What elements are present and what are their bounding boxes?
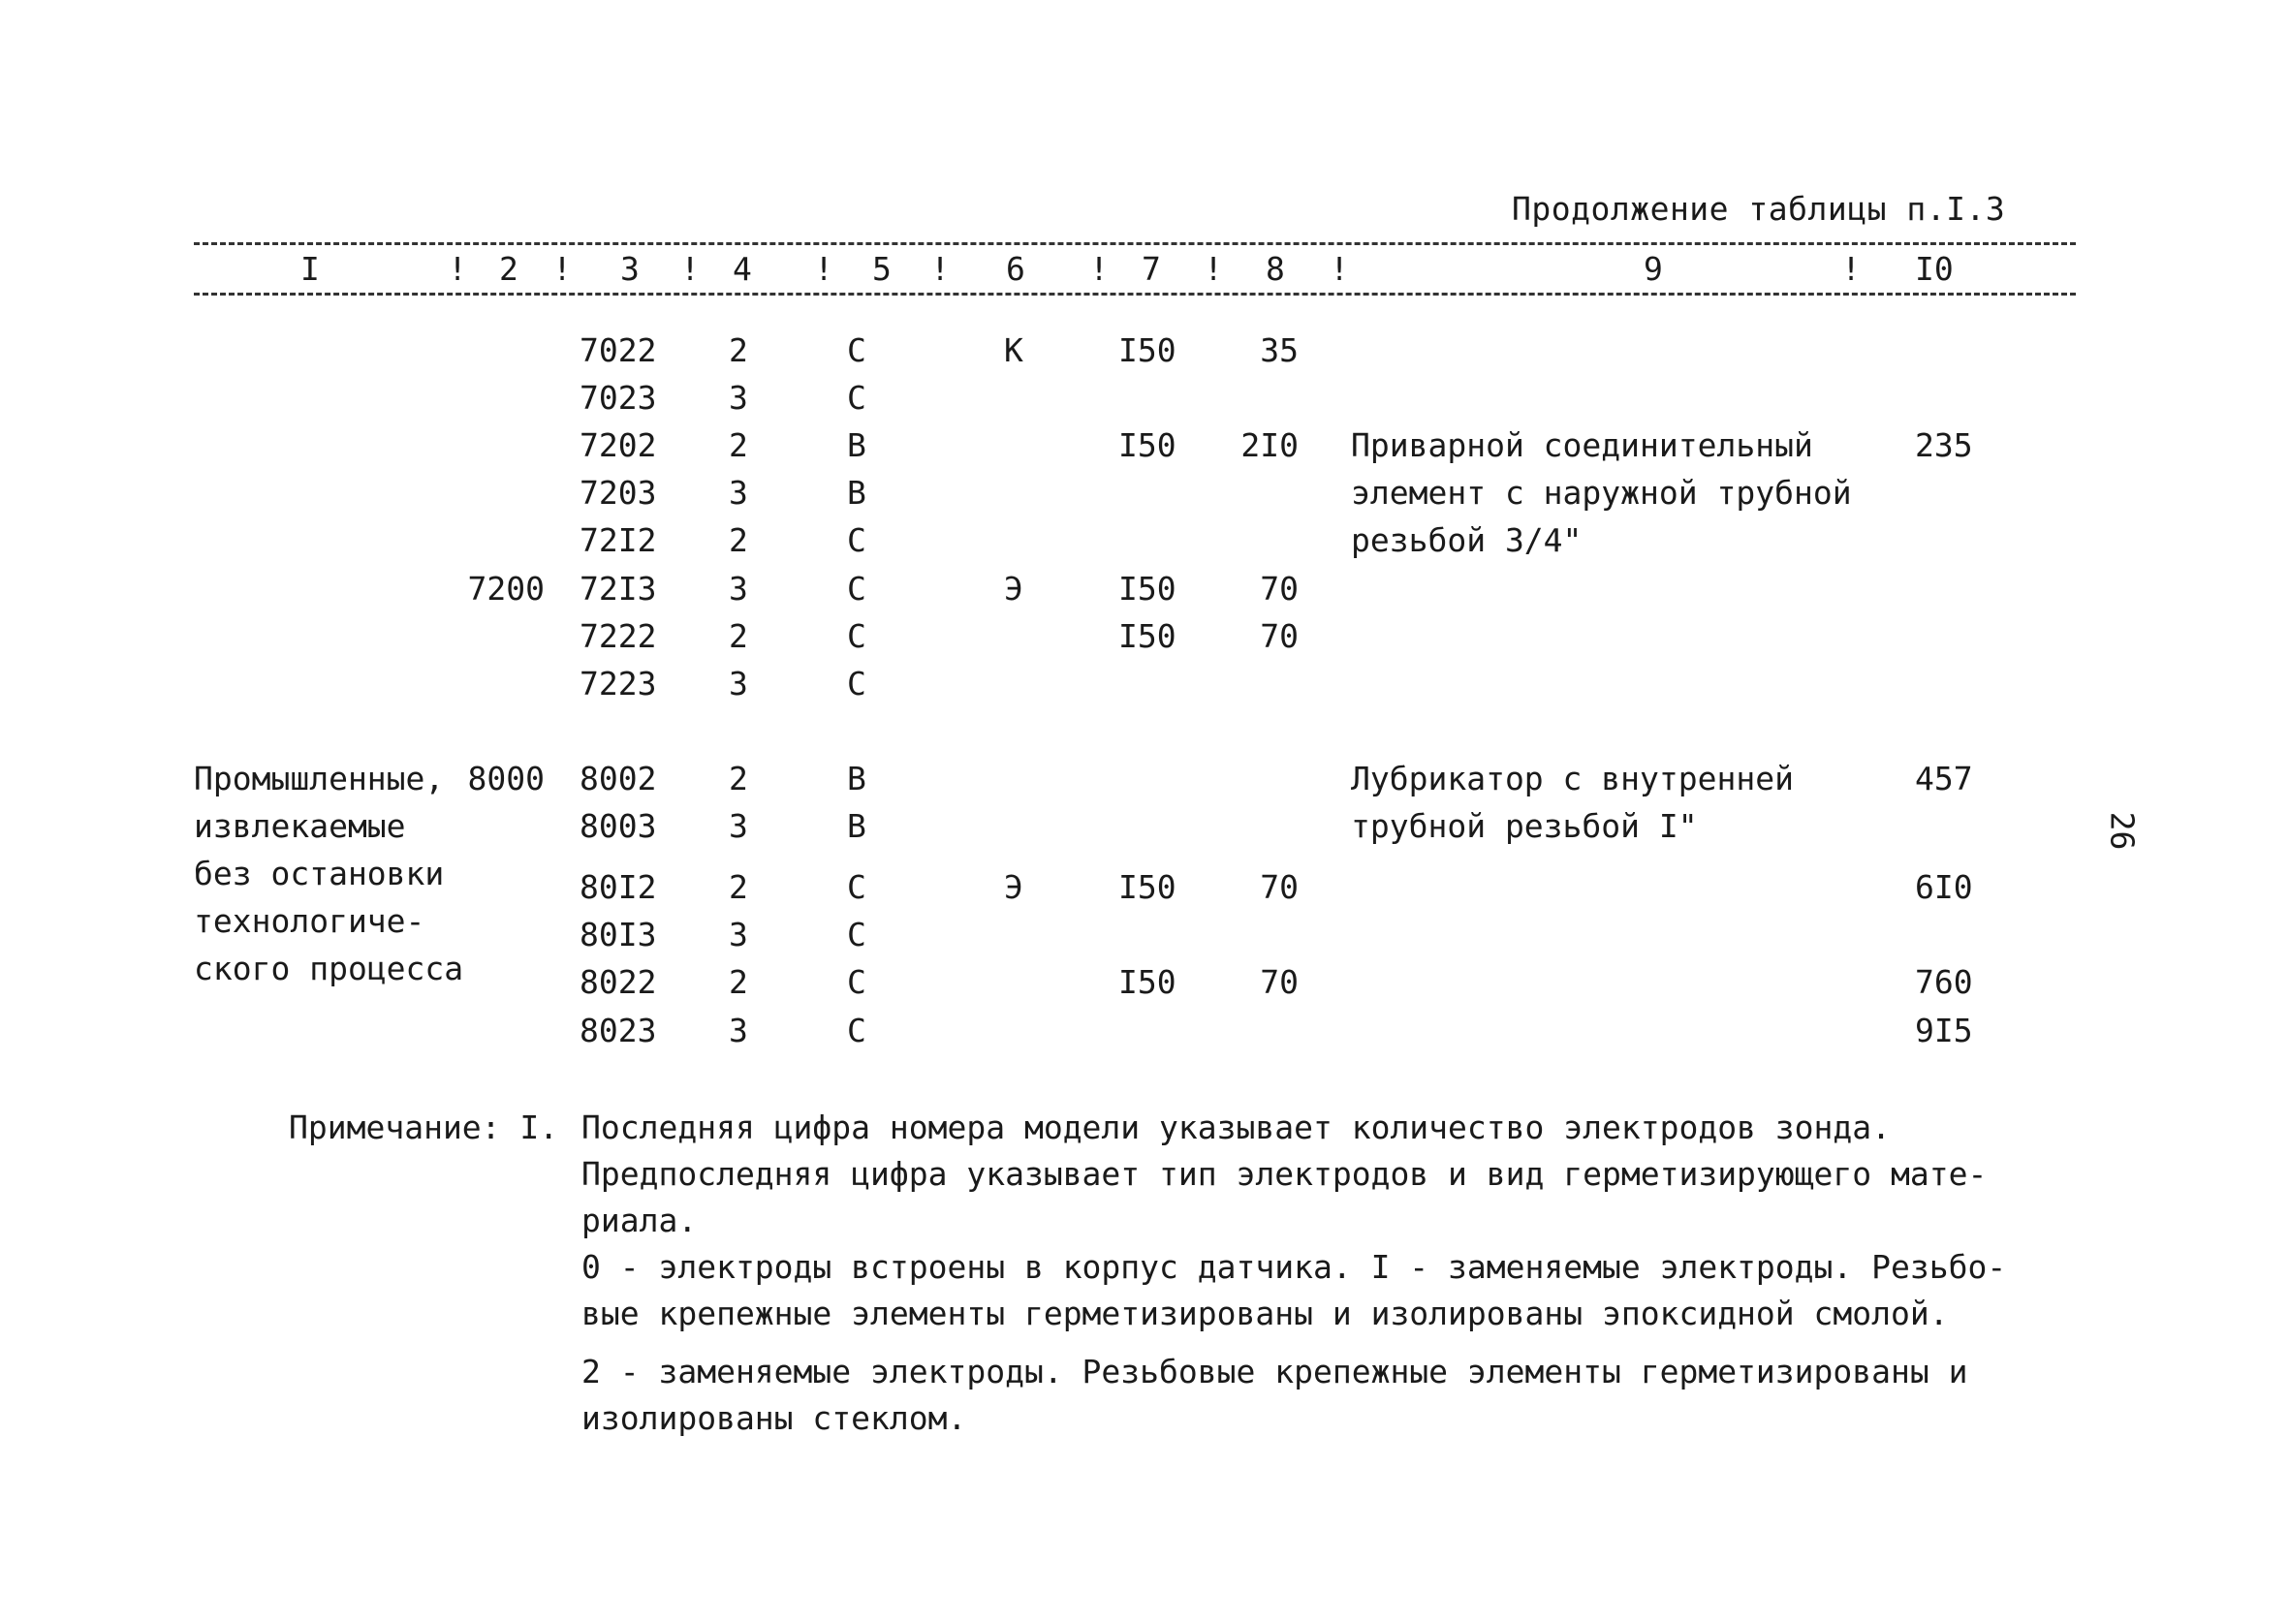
- header-col-1: I: [300, 250, 320, 288]
- table-cell: 2I0: [1240, 426, 1299, 464]
- table-cell: Лубрикатор с внутренней: [1351, 760, 1794, 797]
- header-col-7: 7: [1142, 250, 1161, 288]
- table-cell: С: [847, 570, 866, 608]
- table-cell: Э: [1004, 570, 1023, 608]
- table-cell: 3: [729, 1012, 748, 1049]
- table-cell: 70: [1260, 617, 1299, 655]
- table-cell: 6I0: [1915, 868, 1973, 906]
- header-separator: !: [1841, 250, 1861, 288]
- table-cell: 7203: [580, 474, 657, 512]
- table-cell: С: [847, 1012, 866, 1049]
- table-cell: К: [1004, 331, 1023, 369]
- table-cell: 8003: [580, 807, 657, 845]
- table-cell: В: [847, 474, 866, 512]
- table-cell: С: [847, 868, 866, 906]
- table-cell: 70: [1260, 868, 1299, 906]
- table-cell: резьбой 3/4": [1351, 521, 1583, 559]
- note-line: изолированы стеклом.: [581, 1399, 967, 1437]
- header-col-5: 5: [872, 250, 892, 288]
- table-cell: 2: [729, 868, 748, 906]
- table-cell: 3: [729, 570, 748, 608]
- header-col-4: 4: [733, 250, 752, 288]
- continuation-title: Продолжение таблицы п.I.3: [1512, 190, 2006, 228]
- table-cell: С: [847, 379, 866, 417]
- table-cell: 7023: [580, 379, 657, 417]
- table-cell: 72I2: [580, 521, 657, 559]
- note-label: Примечание: I.: [289, 1109, 559, 1146]
- table-cell: I50: [1118, 331, 1176, 369]
- table-cell: 7202: [580, 426, 657, 464]
- header-separator: !: [1330, 250, 1349, 288]
- table-cell: 760: [1915, 963, 1973, 1001]
- header-col-2: 2: [499, 250, 518, 288]
- table-cell: I50: [1118, 617, 1176, 655]
- header-col-6: 6: [1006, 250, 1025, 288]
- table-cell: элемент с наружной трубной: [1351, 474, 1852, 512]
- table-cell: С: [847, 331, 866, 369]
- header-top-rule: [194, 242, 2076, 245]
- table-cell: С: [847, 521, 866, 559]
- group2-desc-line: без остановки: [194, 855, 445, 892]
- table-cell: С: [847, 665, 866, 703]
- table-cell: 3: [729, 474, 748, 512]
- note-line: 2 - заменяемые электроды. Резьбовые крепежные элементы герметизированы и: [581, 1353, 1968, 1390]
- table-cell: Приварной соединительный: [1351, 426, 1813, 464]
- note-line: риала.: [581, 1202, 698, 1239]
- table-cell: 2: [729, 426, 748, 464]
- header-separator: !: [930, 250, 950, 288]
- header-col-8: 8: [1266, 250, 1285, 288]
- header-separator: !: [448, 250, 467, 288]
- note-line: 0 - электроды встроены в корпус датчика. I - заменяемые электроды. Резьбо-: [581, 1248, 2007, 1286]
- group2-desc-line: Промышленные,: [194, 760, 445, 797]
- table-cell: 7222: [580, 617, 657, 655]
- group2-desc-line: извлекаемые: [194, 807, 406, 845]
- table-cell: трубной резьбой I": [1351, 807, 1698, 845]
- table-cell: 3: [729, 665, 748, 703]
- header-col-10: I0: [1915, 250, 1954, 288]
- table-cell: В: [847, 426, 866, 464]
- table-cell: 70: [1260, 963, 1299, 1001]
- table-cell: 9I5: [1915, 1012, 1973, 1049]
- table-header: [194, 242, 2076, 297]
- table-cell: I50: [1118, 570, 1176, 608]
- header-separator: !: [680, 250, 700, 288]
- note-line: вые крепежные элементы герметизированы и изолированы эпоксидной смолой.: [581, 1295, 1949, 1332]
- table-cell: 8002: [580, 760, 657, 797]
- table-cell: 2: [729, 521, 748, 559]
- header-separator: !: [552, 250, 572, 288]
- table-cell: I50: [1118, 426, 1176, 464]
- table-cell: 8023: [580, 1012, 657, 1049]
- table-cell: 80I3: [580, 916, 657, 953]
- page-number: 26: [2103, 811, 2142, 851]
- table-cell: С: [847, 916, 866, 953]
- table-cell: 7223: [580, 665, 657, 703]
- note-line: Предпоследняя цифра указывает тип электродов и вид герметизирующего мате-: [581, 1155, 1988, 1193]
- header-separator: !: [1089, 250, 1109, 288]
- table-cell: С: [847, 963, 866, 1001]
- table-cell: С: [847, 617, 866, 655]
- table-cell: 2: [729, 331, 748, 369]
- table-cell: 2: [729, 617, 748, 655]
- table-cell: 8022: [580, 963, 657, 1001]
- header-separator: !: [814, 250, 833, 288]
- group1-code: 7200: [467, 570, 545, 608]
- table-cell: 235: [1915, 426, 1973, 464]
- table-cell: 3: [729, 807, 748, 845]
- table-cell: 80I2: [580, 868, 657, 906]
- table-cell: 2: [729, 760, 748, 797]
- table-cell: 457: [1915, 760, 1973, 797]
- group2-code: 8000: [467, 760, 545, 797]
- header-separator: !: [1204, 250, 1223, 288]
- group2-desc-line: ского процесса: [194, 950, 464, 987]
- note-line: Последняя цифра номера модели указывает количество электродов зонда.: [581, 1109, 1892, 1146]
- header-col-3: 3: [620, 250, 640, 288]
- table-cell: 2: [729, 963, 748, 1001]
- header-col-9: 9: [1644, 250, 1663, 288]
- table-cell: 3: [729, 379, 748, 417]
- table-cell: 70: [1260, 570, 1299, 608]
- table-cell: В: [847, 807, 866, 845]
- table-cell: I50: [1118, 868, 1176, 906]
- table-cell: Э: [1004, 868, 1023, 906]
- table-cell: 72I3: [580, 570, 657, 608]
- table-cell: 35: [1260, 331, 1299, 369]
- table-cell: В: [847, 760, 866, 797]
- header-bottom-rule: [194, 293, 2076, 296]
- group2-desc-line: технологиче-: [194, 902, 425, 940]
- table-cell: 7022: [580, 331, 657, 369]
- table-cell: 3: [729, 916, 748, 953]
- table-cell: I50: [1118, 963, 1176, 1001]
